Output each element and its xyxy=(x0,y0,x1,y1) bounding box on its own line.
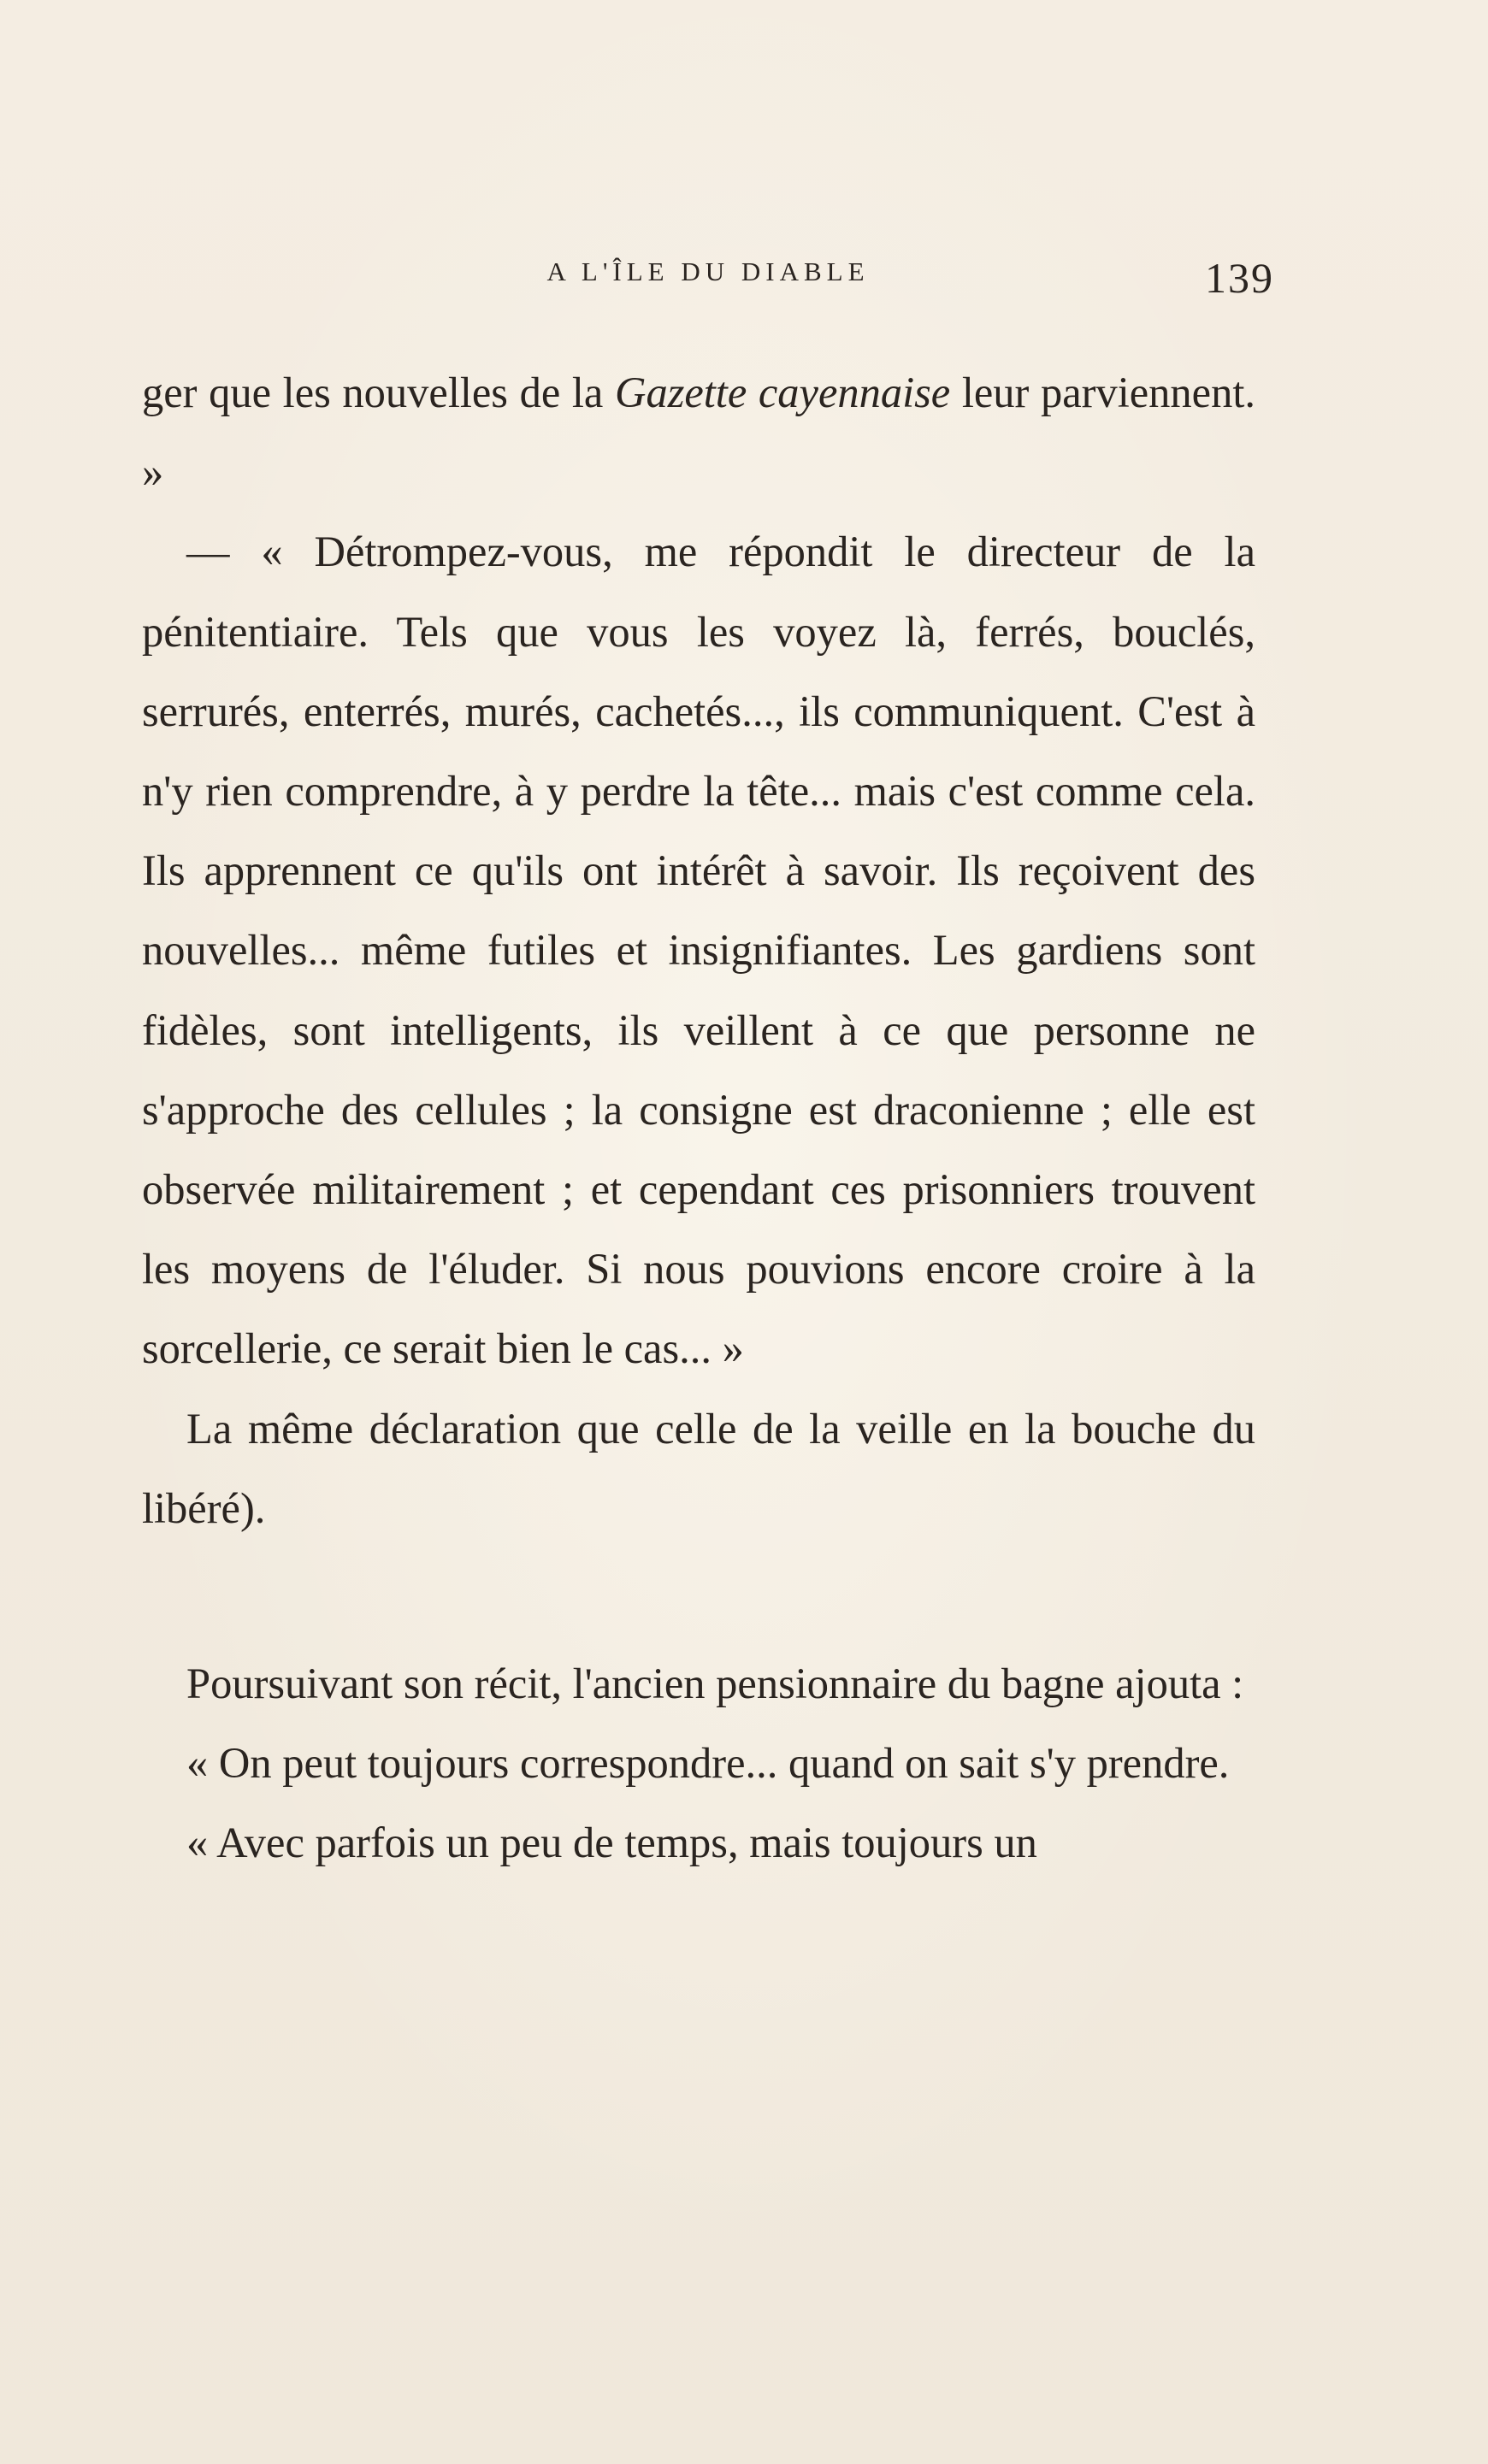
italic-title: Gazette cayennaise xyxy=(614,368,951,416)
paragraph: « On peut toujours correspondre... quand on sait s'y prendre. xyxy=(186,1739,1230,1788)
page-number: 139 xyxy=(1205,254,1274,302)
text-run: ger que les nouvelles de la xyxy=(142,368,615,416)
paragraph: — « Détrompez-vous, me répondit le directeur de la pénitentiaire. Tels que vous les voyez là, ferrés, bouclés, serrurés, enterrés, murés, cachetés..., ils communiquent. C'est à n'y rien comprendre, à y perdre la tête... mais c'est comme cela. Ils apprennent ce qu'ils ont intérêt à savoir. Ils reçoivent des nouvelles... même futiles et insignifiantes. Les gardiens sont fidèles, sont intelligents, ils veillent à ce que personne ne s'approche des cellules ; la consigne est draconienne ; elle est observée militairement ; et cependant ces prisonniers trouvent les moyens de l'éluder. Si nous pouvions encore croire à la sorcellerie, ce serait bien le cas... » xyxy=(142,528,1255,1373)
running-title: A L'ÎLE DU DIABLE xyxy=(546,256,870,286)
body-text xyxy=(142,353,1255,1883)
paragraph-continuation xyxy=(142,353,1255,512)
paragraph: Poursuivant son récit, l'ancien pensionnaire du bagne ajouta : xyxy=(186,1659,1244,1708)
paragraph: « Avec parfois un peu de temps, mais toujours un xyxy=(186,1819,1037,1867)
text-run: leur parviennent. » xyxy=(142,368,1255,497)
paragraph: La même déclaration que celle de la veille en la bouche du libéré). xyxy=(142,1404,1255,1532)
running-head xyxy=(142,253,1274,321)
